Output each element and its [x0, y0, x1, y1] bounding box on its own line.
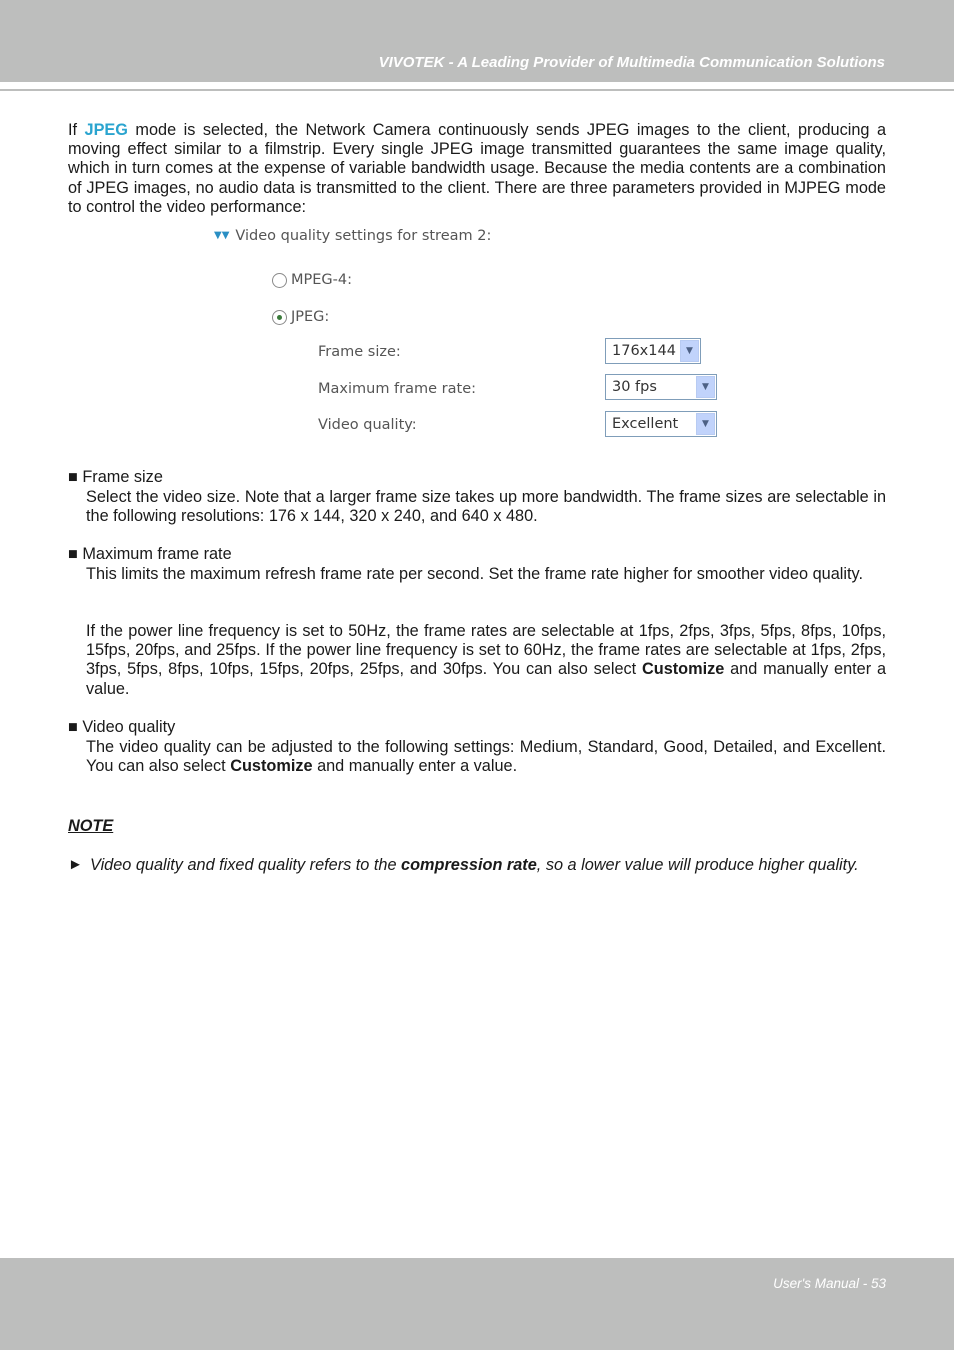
chevron-down-icon: ▼▼ — [214, 230, 230, 241]
frame-size-heading: ■ Frame size — [68, 468, 163, 486]
video-quality-value: Excellent — [612, 416, 679, 432]
video-quality-paragraph — [86, 738, 886, 776]
max-frame-rate-select[interactable] — [605, 374, 717, 400]
frame-size-text: Select the video size. Note that a larger frame size takes up more bandwidth. The frame sizes are selectable in the following resolutions: 176 x 144, 320 x 240, and 640 x 480. — [86, 488, 886, 526]
customize-bold: Customize — [642, 660, 725, 679]
jpeg-radio[interactable] — [272, 310, 287, 325]
frame-size-value: 176x144 — [612, 343, 676, 359]
video-quality-heading: ■ Video quality — [68, 718, 176, 736]
video-quality-label: Video quality: — [318, 417, 417, 433]
footer-band — [0, 1258, 954, 1350]
chevron-down-icon[interactable]: ▼ — [696, 376, 715, 398]
compression-rate-bold: compression rate — [401, 856, 537, 874]
chevron-down-icon[interactable]: ▼ — [680, 340, 699, 362]
power-line-text: If the power line frequency is set to 50Hz, the frame rates are selectable at 1fps, 2fps, 3fps, 5fps, 8fps, 10fps, 15fps, 20fps, and 25fps. If the power line frequency is set to 60Hz, the frame rates are selectable at 1fps, 2fps, 3fps, 5fps, 8fps, 10fps, 15fps, 20fps, 25fps, and 30fps. You can also select — [86, 622, 886, 679]
intro-prefix: If — [68, 121, 85, 139]
mpeg4-radio[interactable] — [272, 273, 287, 288]
header-title: VIVOTEK - A Leading Provider of Multimedia Communication Solutions — [378, 54, 885, 71]
jpeg-highlight: JPEG — [84, 121, 128, 139]
settings-heading — [214, 228, 491, 244]
note-paragraph — [90, 856, 886, 875]
header-rule — [0, 89, 954, 91]
customize-bold: Customize — [230, 757, 313, 776]
settings-heading-text: Video quality settings for stream 2: — [235, 228, 492, 244]
max-frame-rate-text: This limits the maximum refresh frame rate per second. Set the frame rate higher for smoother video quality. — [86, 565, 863, 583]
arrow-right-icon: ► — [68, 856, 83, 873]
jpeg-option[interactable] — [272, 309, 329, 325]
chevron-down-icon[interactable]: ▼ — [696, 413, 715, 435]
max-frame-rate-heading: ■ Maximum frame rate — [68, 545, 232, 563]
video-settings-screenshot — [210, 224, 730, 444]
intro-paragraph — [68, 121, 886, 217]
note-end: , so a lower value will produce higher quality. — [536, 856, 859, 874]
note-text: Video quality and fixed quality refers to the — [90, 856, 402, 874]
power-line-paragraph — [86, 622, 886, 699]
mpeg4-label: MPEG-4: — [291, 272, 352, 288]
power-line-end: and manually enter a value. — [86, 660, 886, 698]
mpeg4-option[interactable] — [272, 272, 352, 288]
page-number: User's Manual - 53 — [773, 1276, 886, 1291]
video-quality-text: The video quality can be adjusted to the following settings: Medium, Standard, Good, Detailed, and Excellent. You can also select — [86, 738, 886, 776]
note-title: NOTE — [68, 817, 114, 835]
max-frame-rate-value: 30 fps — [612, 379, 657, 395]
intro-text: mode is selected, the Network Camera continuously sends JPEG images to the client, producing a moving effect similar to a filmstrip. Every single JPEG image transmitted guarantees the same image quality, which in turn comes at the expense of variable bandwidth usage. Because the media contents are a combination of JPEG images, no audio data is transmitted to the client. There are three parameters provided in MJPEG mode to control the video performance: — [68, 121, 886, 216]
frame-size-label: Frame size: — [318, 344, 401, 360]
video-quality-select[interactable] — [605, 411, 717, 437]
jpeg-label: JPEG: — [291, 309, 330, 325]
max-frame-rate-label: Maximum frame rate: — [318, 381, 476, 397]
video-quality-end: and manually enter a value. — [312, 757, 518, 776]
frame-size-select[interactable] — [605, 338, 701, 364]
